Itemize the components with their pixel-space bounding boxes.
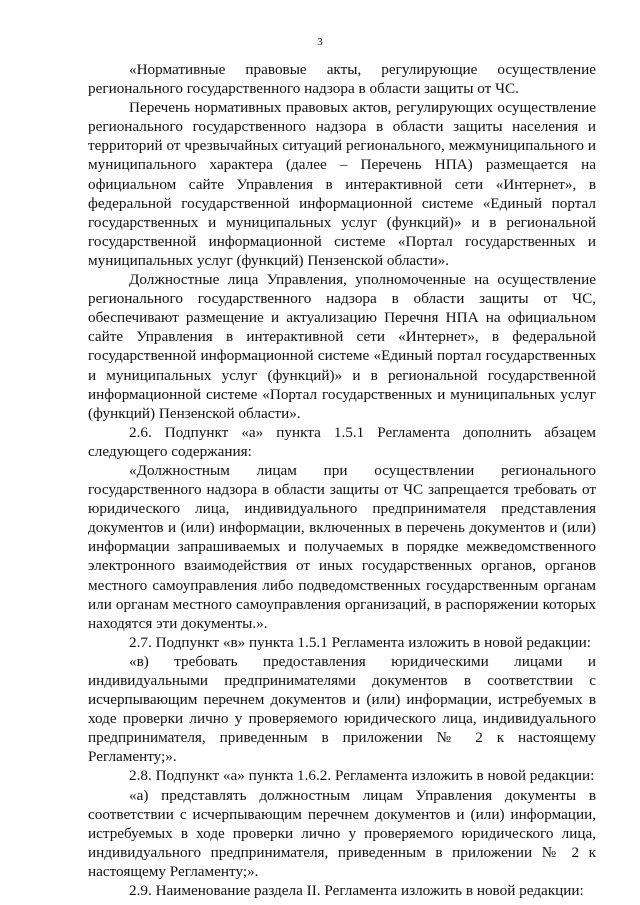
paragraph-2-9: 2.9. Наименование раздела II. Регламента изложить в новой редакции: <box>129 882 584 900</box>
paragraph-2-6: 2.6. Подпункт «а» пункта 1.5.1 Регламента дополнить абзацем следующего содержания: <box>88 423 596 460</box>
paragraph-subitem-v: «в) требовать предоставления юридическими лицами и индивидуальными предпринимателями документов в соответствии с исчерпывающим перечнем документов и (или) информации, истребуемых в ходе проверки лично у проверяемого юридического лица, индивидуального предпринимателя, приведенным в приложении № 2 к настоящему Регламенту;». <box>88 652 596 766</box>
paragraph-2-8: 2.8. Подпункт «а» пункта 1.6.2. Регламента изложить в новой редакции: <box>129 767 595 785</box>
paragraph-officials: Должностные лица Управления, уполномоченные на осуществление регионального государственного надзора в области защиты от ЧС, обеспечивают размещение и актуализацию Перечня НПА на официальном сайте Управления в интерактивной сети «Интернет», в федеральной государственной информационной системе «Единый портал государственных и муниципальных услуг (функций)» и в региональной государственной информационной системе «Портал государственных и муниципальных услуг (функций) Пензенской области». <box>88 271 596 422</box>
paragraph-npa-list: Перечень нормативных правовых актов, регулирующих осуществление регионального государственного надзора в области защиты населения и территорий от чрезвычайных ситуаций регионального, межмуниципального и муниципального характера (далее – Перечень НПА) размещается на официальном сайте Управления в интерактивной сети «Интернет», в федеральной государственной информационной системе «Единый портал государственных и муниципальных услуг (функций)» и в региональной государственной информационной системе «Портал государственных и муниципальных услуг (функций) Пензенской области». <box>88 99 596 269</box>
paragraph-2-7: 2.7. Подпункт «в» пункта 1.5.1 Регламента изложить в новой редакции: <box>129 633 591 651</box>
page-number: 3 <box>317 36 323 48</box>
paragraph-prohibition: «Должностным лицам при осуществлении регионального государственного надзора в области защиты от ЧС запрещается требовать от юридического лица, индивидуального предпринимателя представления документов и (или) информации, включенных в перечень документов и (или) информации запрашиваемых и получаемых в порядке межведомственного электронного взаимодействия от иных государственных органов, органов местного самоуправления либо подведомственных государственным органам или органам местного самоуправления организаций, в распоряжении которых находятся эти документы.». <box>88 461 596 632</box>
document-body <box>88 60 596 900</box>
paragraph-heading-npa: «Нормативные правовые акты, регулирующие осуществление регионального государственного надзора в области защиты от ЧС. <box>88 61 596 98</box>
paragraph-subitem-a: «а) представлять должностным лицам Управления документы в соответствии с исчерпывающим перечнем документов и (или) информации, истребуемых в ходе проверки лично у проверяемого юридического лица, индивидуального предпринимателя, приведенным в приложении № 2 к настоящему Регламенту;». <box>88 786 596 880</box>
